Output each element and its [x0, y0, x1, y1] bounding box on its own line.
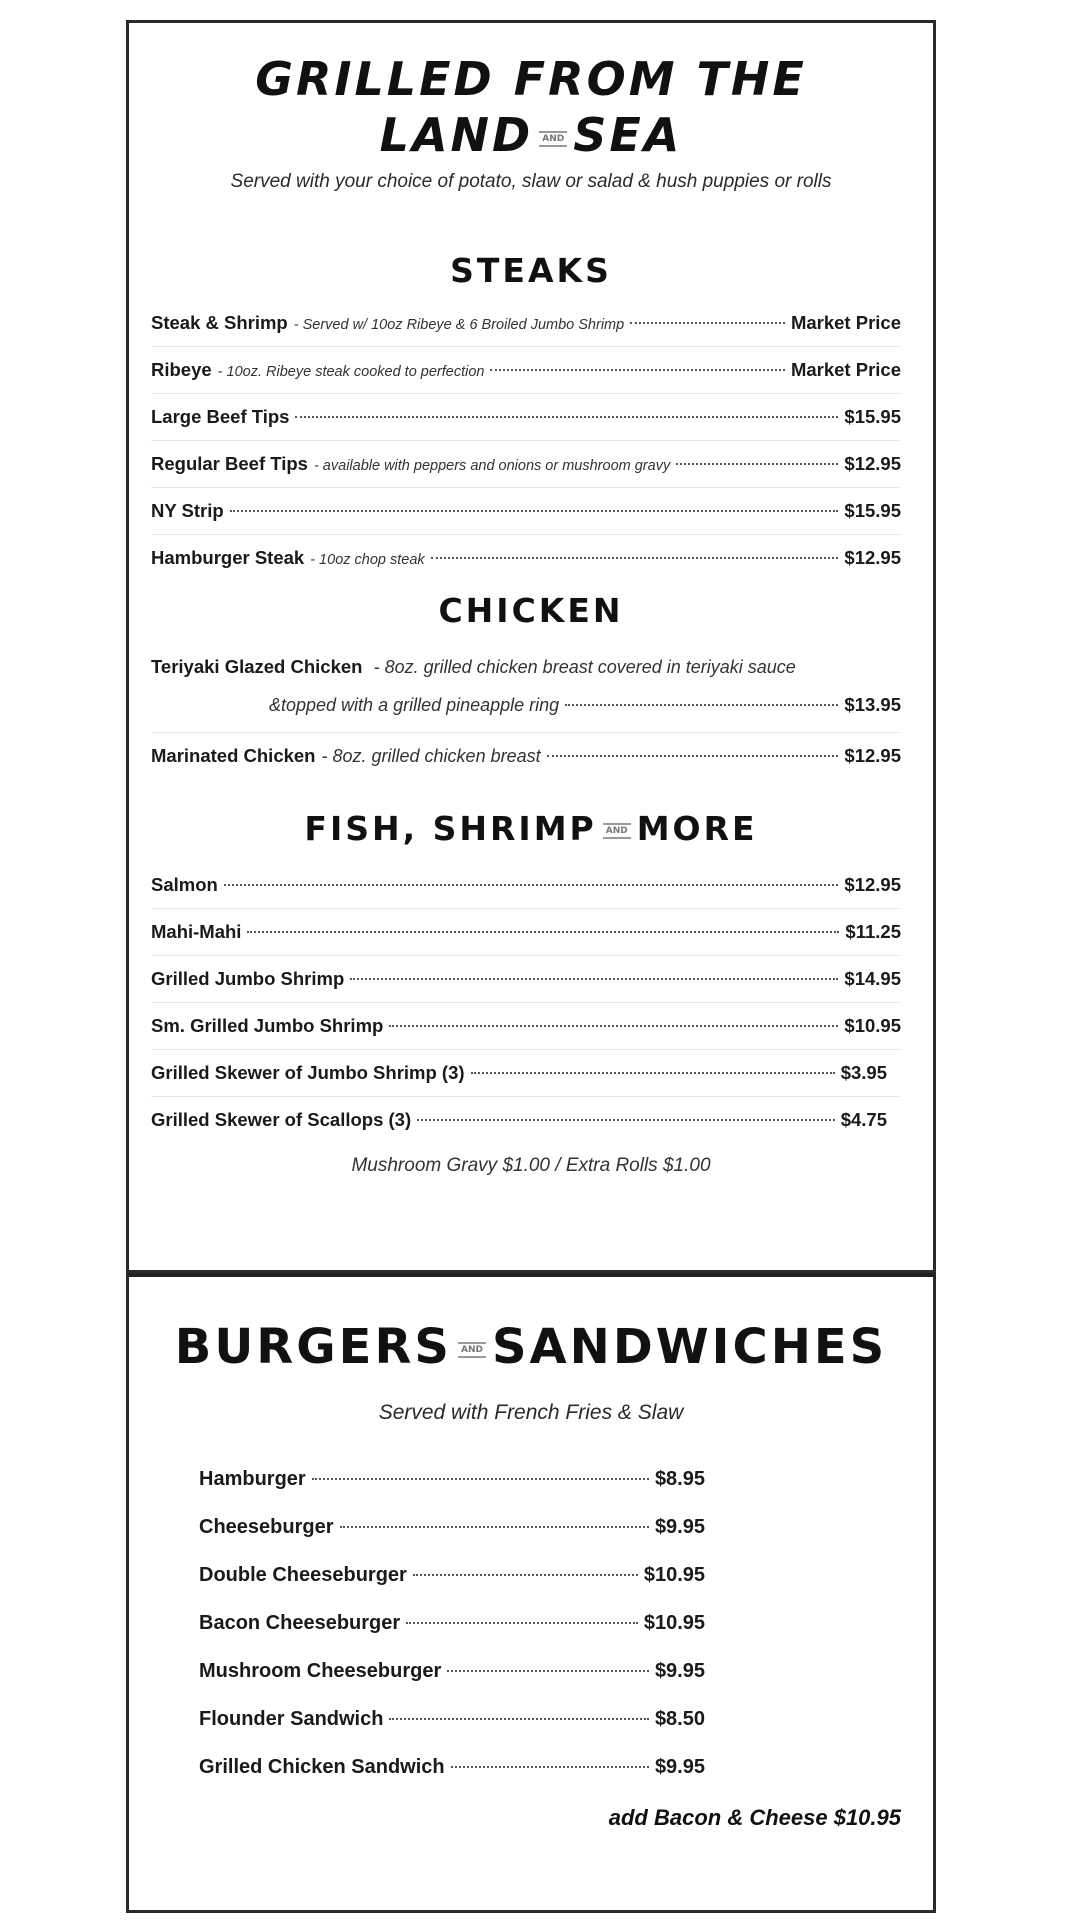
- item-description: - 8oz. grilled chicken breast: [321, 746, 541, 766]
- item-name: Salmon: [151, 874, 218, 895]
- menu-item-double-cheeseburger: [199, 1551, 705, 1599]
- item-price: $12.95: [844, 453, 901, 474]
- title-line-2: [129, 107, 933, 163]
- item-price: $12.95: [844, 547, 901, 568]
- menu-item-large-beef-tips: [151, 394, 901, 441]
- item-description-2: &topped with a grilled pineapple ring: [269, 695, 560, 715]
- item-name: Large Beef Tips: [151, 406, 290, 427]
- dot-leader: [295, 416, 838, 418]
- item-name: Regular Beef Tips: [151, 453, 308, 474]
- item-price: $12.95: [844, 874, 901, 895]
- menu-item-mahi-mahi: [151, 909, 901, 956]
- item-price: $4.75: [840, 1109, 887, 1130]
- menu-item-sm-grilled-jumbo-shrimp: [151, 1003, 901, 1050]
- item-price: Market Price: [790, 359, 901, 380]
- item-price: $9.95: [654, 1756, 705, 1778]
- menu-item-skewer-scallops: [151, 1097, 901, 1143]
- dot-leader: [247, 931, 839, 933]
- and-mark-icon: AND: [603, 823, 631, 839]
- dot-leader: [389, 1718, 648, 1720]
- item-name: Double Cheeseburger: [199, 1564, 407, 1586]
- item-description: - 10oz. Ribeye steak cooked to perfection: [217, 364, 485, 380]
- burgers-title-right: SANDWICHES: [491, 1319, 888, 1375]
- title-line-1: GRILLED FROM THE: [255, 52, 807, 106]
- menu-item-mushroom-cheeseburger: [199, 1647, 705, 1695]
- menu-item-salmon: [151, 862, 901, 909]
- item-price: $10.95: [643, 1612, 705, 1634]
- item-description: - available with peppers and onions or mushroom gravy: [313, 458, 671, 474]
- dot-leader: [547, 755, 839, 757]
- chicken-list: [151, 644, 901, 779]
- item-price: $9.95: [654, 1660, 705, 1682]
- item-description: - Served w/ 10oz Ribeye & 6 Broiled Jumbo Shrimp: [293, 317, 625, 333]
- item-price: $14.95: [844, 968, 901, 989]
- burgers-sandwiches-title: [129, 1319, 933, 1375]
- item-name: Hamburger: [199, 1468, 306, 1490]
- item-price: $15.95: [844, 406, 901, 427]
- title-sea: SEA: [573, 108, 683, 162]
- item-name: Grilled Jumbo Shrimp: [151, 968, 345, 989]
- item-name: Teriyaki Glazed Chicken: [151, 656, 363, 677]
- menu-item-marinated-chicken: [151, 733, 901, 779]
- menu-item-grilled-jumbo-shrimp: [151, 956, 901, 1003]
- burgers-title-left: BURGERS: [174, 1319, 452, 1375]
- item-name: Hamburger Steak: [151, 547, 305, 568]
- item-price: $8.50: [654, 1708, 705, 1730]
- menu-item-skewer-jumbo-shrimp: [151, 1050, 901, 1097]
- item-description: - 10oz chop steak: [310, 552, 425, 568]
- item-price: $15.95: [844, 500, 901, 521]
- item-price: $11.25: [845, 921, 901, 942]
- dot-leader: [565, 704, 838, 706]
- menu-item-regular-beef-tips: [151, 441, 901, 488]
- dot-leader: [676, 463, 838, 465]
- item-price: $12.95: [844, 745, 901, 766]
- item-price: $13.95: [844, 694, 901, 715]
- menu-item-grilled-chicken-sandwich: [199, 1743, 705, 1791]
- menu-item-teriyaki-chicken: [151, 644, 901, 733]
- item-price: $3.95: [840, 1062, 887, 1083]
- item-price: $10.95: [844, 1015, 901, 1036]
- title-land: LAND: [379, 108, 534, 162]
- menu-item-ny-strip: [151, 488, 901, 535]
- item-price: $9.95: [654, 1516, 705, 1538]
- item-name: Mahi-Mahi: [151, 921, 242, 942]
- item-name: Flounder Sandwich: [199, 1708, 384, 1730]
- land-sea-subtitle: Served with your choice of potato, slaw or salad & hush puppies or rolls: [230, 171, 832, 192]
- dot-leader: [431, 557, 839, 559]
- item-line-1: [151, 648, 901, 686]
- menu-item-steak-shrimp: [151, 300, 901, 347]
- chicken-heading: CHICKEN: [438, 591, 624, 630]
- item-name: Mushroom Cheeseburger: [199, 1660, 442, 1682]
- item-name: NY Strip: [151, 500, 224, 521]
- fish-list: [151, 862, 901, 1143]
- item-name: Bacon Cheeseburger: [199, 1612, 401, 1634]
- menu-item-hamburger-steak: [151, 535, 901, 581]
- steaks-heading: STEAKS: [450, 251, 612, 290]
- item-price: $10.95: [643, 1564, 705, 1586]
- item-price: $8.95: [654, 1468, 705, 1490]
- dot-leader: [350, 978, 838, 980]
- steaks-list: [151, 300, 901, 581]
- item-name: Steak & Shrimp: [151, 312, 288, 333]
- item-description: - 8oz. grilled chicken breast covered in teriyaki sauce: [373, 657, 796, 677]
- add-bacon-cheese-note: add Bacon & Cheese $10.95: [608, 1805, 901, 1830]
- item-name: Marinated Chicken: [151, 745, 316, 766]
- dot-leader: [230, 510, 839, 512]
- item-name: Grilled Chicken Sandwich: [199, 1756, 445, 1778]
- menu-item-hamburger: [199, 1455, 705, 1503]
- item-name: Sm. Grilled Jumbo Shrimp: [151, 1015, 384, 1036]
- dot-leader: [447, 1670, 649, 1672]
- menu-item-flounder-sandwich: [199, 1695, 705, 1743]
- item-name: Grilled Skewer of Jumbo Shrimp (3): [151, 1062, 465, 1083]
- burgers-list: [199, 1455, 705, 1791]
- item-name: Ribeye: [151, 359, 212, 380]
- fish-heading-left: FISH, SHRIMP: [304, 809, 597, 848]
- dot-leader: [312, 1478, 649, 1480]
- dot-leader: [471, 1072, 835, 1074]
- and-mark-icon: AND: [458, 1342, 486, 1358]
- dot-leader: [406, 1622, 638, 1624]
- burgers-subtitle: Served with French Fries & Slaw: [378, 1401, 684, 1424]
- item-name: Grilled Skewer of Scallops (3): [151, 1109, 412, 1130]
- dot-leader: [490, 369, 784, 371]
- item-price: Market Price: [790, 312, 901, 333]
- dot-leader: [630, 322, 785, 324]
- item-name: Cheeseburger: [199, 1516, 334, 1538]
- land-sea-panel: [126, 20, 936, 1273]
- dot-leader: [451, 1766, 649, 1768]
- fish-heading-right: MORE: [636, 809, 758, 848]
- menu-item-cheeseburger: [199, 1503, 705, 1551]
- menu-item-ribeye: [151, 347, 901, 394]
- dot-leader: [417, 1119, 835, 1121]
- item-line-2: [151, 686, 901, 724]
- menu-item-bacon-cheeseburger: [199, 1599, 705, 1647]
- fish-shrimp-more-heading: [129, 809, 933, 848]
- land-sea-title: [129, 51, 933, 163]
- dot-leader: [389, 1025, 838, 1027]
- dot-leader: [413, 1574, 638, 1576]
- dot-leader: [224, 884, 839, 886]
- burgers-panel: [126, 1273, 936, 1913]
- and-mark-icon: AND: [539, 131, 567, 147]
- extras-note: Mushroom Gravy $1.00 / Extra Rolls $1.00: [351, 1155, 711, 1176]
- dot-leader: [340, 1526, 649, 1528]
